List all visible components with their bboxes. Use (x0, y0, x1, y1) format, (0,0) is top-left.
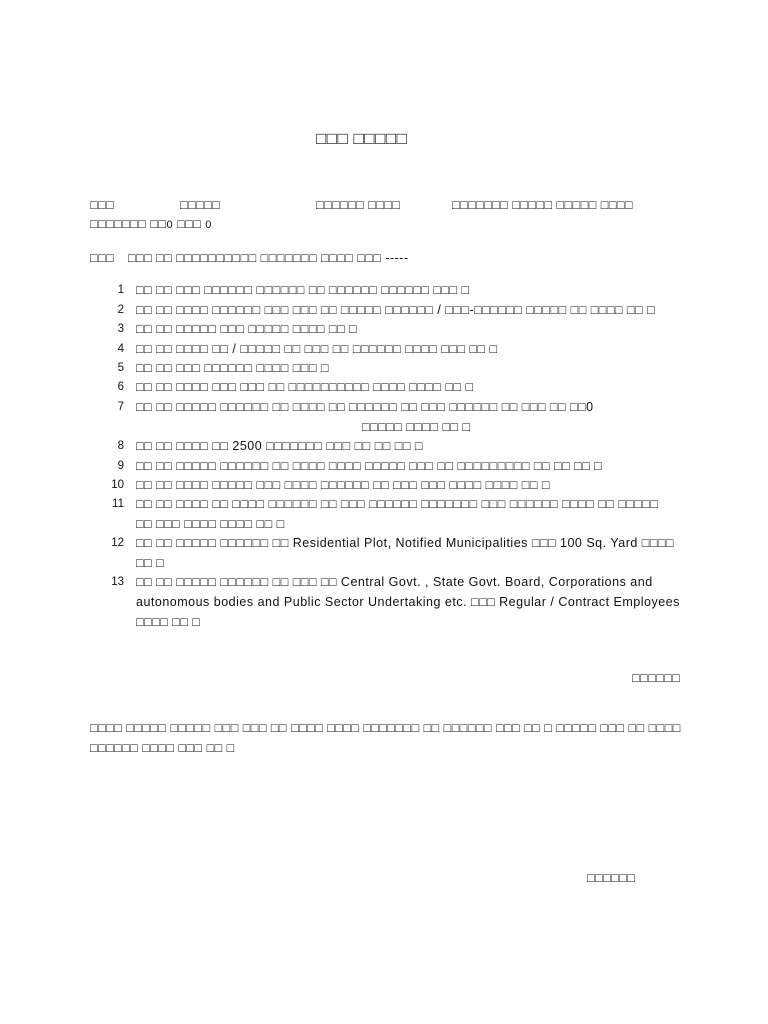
list-item-text: □□ □□ □□□□ □□ 2500 □□□□□□□ □□□ □□ □□ □□ □ (136, 439, 423, 453)
list-item-text: □□ □□ □□□□ □□ □□□□ □□□□□□ □□ □□□ □□□□□□ □□□□□□□ □□□ □□□□□□ □□□□ □□ □□□□□ (136, 497, 659, 511)
list-item-text: □□ □□ □□□□ □□□□□ □□□ □□□□ □□□□□□ □□ □□□ □□□ □□□□ □□□□ □□ □ (136, 478, 550, 492)
list-item-text: □□ □ (136, 556, 165, 570)
subject-line (128, 250, 409, 266)
header-field-2: □□□□□ (180, 198, 221, 212)
list-item-text: □□ □□□ □□□□ □□□□ □□ □ (136, 517, 285, 531)
list-item-number: 1 (117, 284, 124, 296)
list-item-number: 13 (111, 576, 124, 588)
list-item-number: 4 (117, 343, 124, 355)
list-item-number: 3 (117, 323, 124, 335)
header-line-2 (90, 216, 212, 233)
list-item-number: 2 (117, 304, 124, 316)
list-item-text: □□ □□ □□□ □□□□□□ □□□□□□ □□ □□□□□□ □□□□□□ □□□ □ (136, 283, 470, 297)
subject-text: □□□ □□ □□□□□□□□□□ □□□□□□□ □□□□ □□□ (128, 251, 382, 265)
header-line2-zero-2: 0 (205, 219, 212, 231)
list-item-number: 12 (111, 537, 124, 549)
list-item-text: autonomous bodies and Public Sector Undertaking etc. □□□ Regular / Contract Employees (136, 595, 680, 609)
header-field-4: □□□□□□□ □□□□□ □□□□□ □□□□ (452, 198, 633, 212)
header-line2-part-a: □□□□□□□ □□ (90, 217, 167, 231)
header-field-3: □□□□□□ □□□□ (316, 198, 401, 212)
list-item-number: 7 (117, 401, 124, 413)
signature-label-2: □□□□□□ (587, 871, 636, 885)
list-item-number: 10 (111, 479, 124, 491)
list-item-text: □□ □□ □□□□□ □□□□□□ □□ □□□□ □□□□ □□□□□ □□□ □□ □□□□□□□□□ □□ □□ □□ □ (136, 459, 603, 473)
list-item-text: □□ □□ □□□ □□□□□□ □□□□ □□□ □ (136, 361, 329, 375)
list-item-text: □□ □□ □□□□□ □□□ □□□□□ □□□□ □□ □ (136, 322, 358, 336)
signature-label-1: □□□□□□ (632, 671, 681, 685)
list-item-text: □□ □□ □□□□ □□□□□□ □□□ □□□ □□ □□□□□ □□□□□□ / □□□-□□□□□□ □□□□□ □□ □□□□ □□ □ (136, 303, 656, 317)
list-item-text: □□□□□ □□□□ □□ □ (362, 420, 471, 434)
list-item-number: 5 (117, 362, 124, 374)
list-item-text: □□ □□ □□□□□ □□□□□□ □□ □□□ □□ Central Govt. , State Govt. Board, Corporations and (136, 575, 653, 589)
list-item-number: 6 (117, 381, 124, 393)
list-item-number: 8 (117, 440, 124, 452)
list-item-text: □□ □□ □□□□ □□ / □□□□□ □□ □□□ □□ □□□□□□ □□□□ □□□ □□ □ (136, 342, 498, 356)
list-item-text: □□ □□ □□□□□ □□□□□□ □□ □□□□ □□ □□□□□□ □□ □□□ □□□□□□ □□ □□□ □□ □□0 (136, 400, 594, 414)
verification-line-2: □□□□□□ □□□□ □□□ □□ □ (90, 741, 235, 755)
document-title: □□□ □□□□□ (316, 129, 408, 148)
verification-line-1: □□□□ □□□□□ □□□□□ □□□ □□□ □□ □□□□ □□□□ □□□□□□□ □□ □□□□□□ □□□ □□ □ □□□□□ □□□ □□ □□□□ (90, 721, 681, 735)
subject-label: □□□ (90, 251, 115, 265)
list-item-text: □□ □□ □□□□ □□□ □□□ □□ □□□□□□□□□□ □□□□ □□□□ □□ □ (136, 380, 474, 394)
list-item-number: 11 (112, 498, 124, 510)
header-field-1: □□□ (90, 198, 115, 212)
list-item-number: 9 (117, 460, 124, 472)
list-item-text: □□□□ □□ □ (136, 615, 201, 629)
header-line2-zero-1: 0 (166, 219, 174, 231)
list-item-text: □□ □□ □□□□□ □□□□□□ □□ Residential Plot, Notified Municipalities □□□ 100 Sq. Yard □□□□ (136, 536, 674, 550)
header-line2-part-b: □□□ (177, 217, 202, 231)
subject-dashes: ----- (385, 251, 409, 265)
